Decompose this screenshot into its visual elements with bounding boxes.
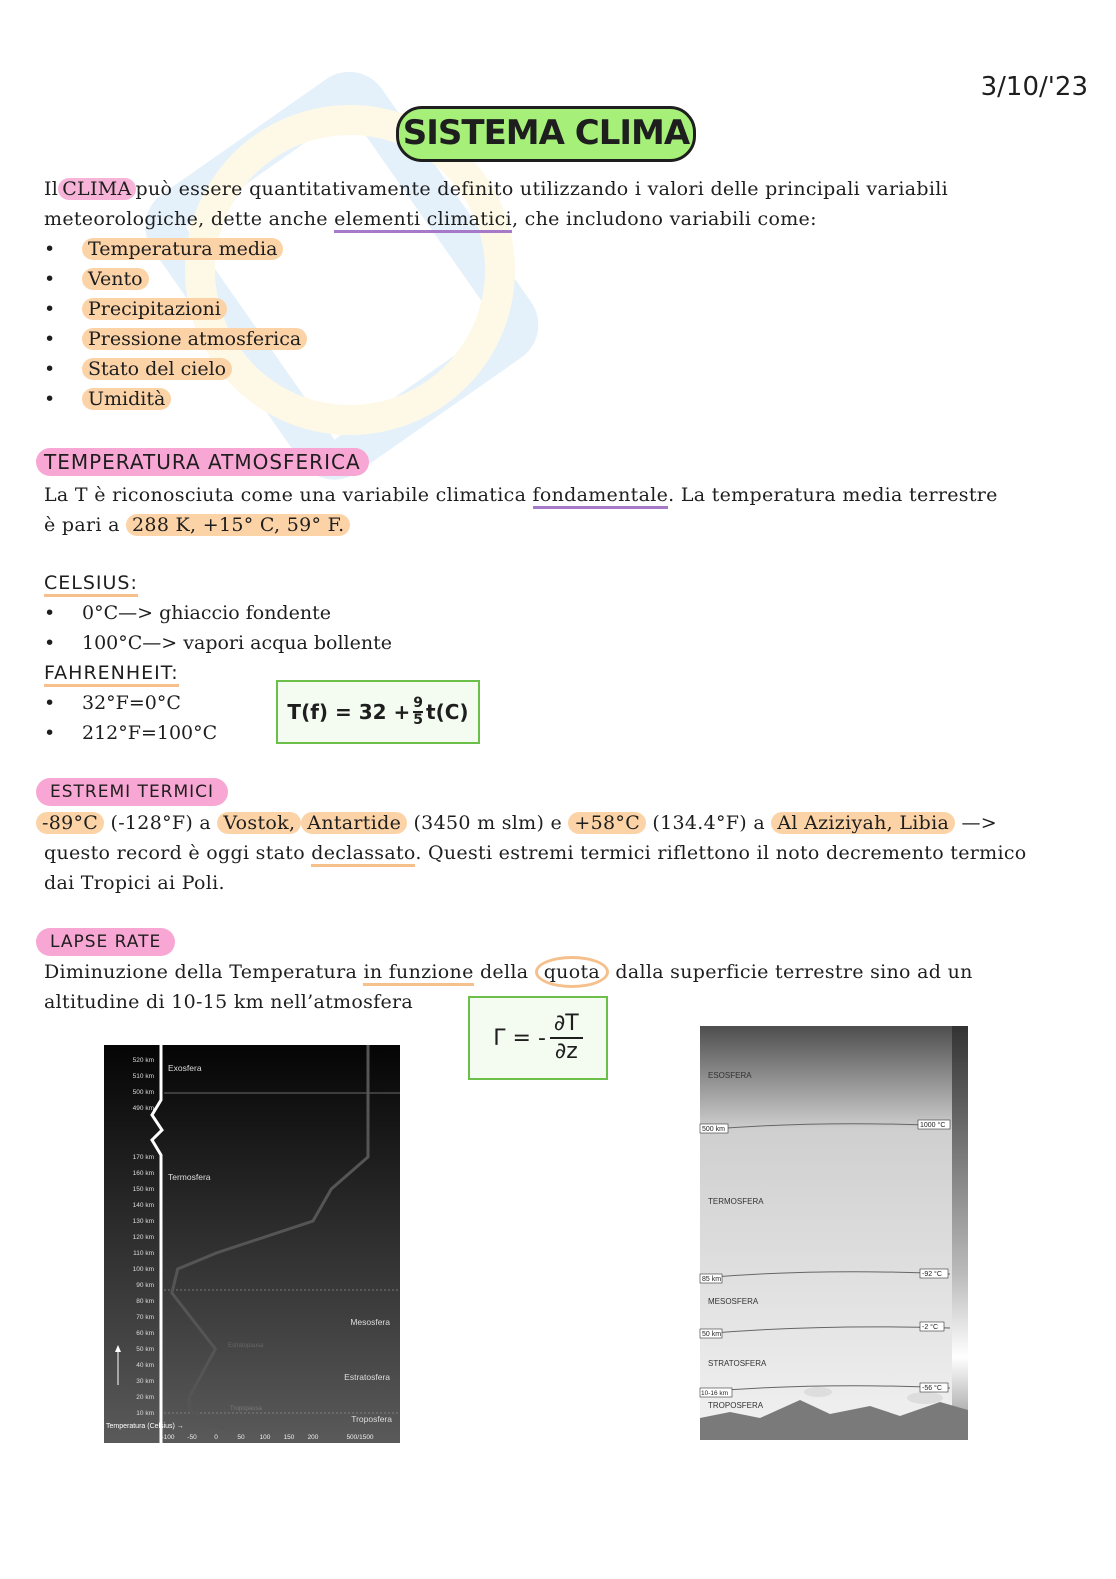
x-axis-label: Temperatura (Celsius) → xyxy=(106,1423,184,1430)
climate-elements-list xyxy=(44,234,307,414)
list-item: • 100°C—> vapori acqua bollente xyxy=(44,628,392,658)
section-heading-temperatura: TEMPERATURA ATMOSFERICA xyxy=(36,448,369,476)
temperatura-line-2: è pari a 288 K, +15° C, 59° F. xyxy=(44,510,350,540)
layer-label: Mesosfera xyxy=(350,1317,390,1327)
fahrenheit-heading: FAHRENHEIT: xyxy=(44,658,179,688)
y-tick-label: 90 km xyxy=(136,1282,154,1289)
list-item: • Vento xyxy=(44,264,307,294)
y-tick-label: 30 km xyxy=(136,1378,154,1385)
intro-line-2: meteorologiche, dette anche elementi climatici, che includono variabili come: xyxy=(44,204,1084,234)
date: 3/10/'23 xyxy=(980,72,1088,102)
y-tick-label: 490 km xyxy=(132,1105,154,1112)
elementi-climatici: elementi climatici xyxy=(334,208,512,233)
layer-label: TERMOSFERA xyxy=(708,1197,764,1206)
y-tick-label: 20 km xyxy=(136,1394,154,1401)
x-tick-label: 50 xyxy=(237,1434,245,1441)
layer-label: Exosfera xyxy=(168,1063,202,1073)
sublayer-label: Estratopausa xyxy=(228,1343,264,1349)
y-tick-label: 60 km xyxy=(136,1330,154,1337)
layer-label: STRATOSFERA xyxy=(708,1359,767,1368)
clima-highlight: CLIMA xyxy=(58,178,135,200)
temperature-label: 1000 °C xyxy=(920,1122,946,1129)
altitude-label: 10-16 km xyxy=(701,1390,729,1397)
y-tick-label: 510 km xyxy=(132,1073,154,1080)
layer-label: Estratosfera xyxy=(344,1372,390,1382)
y-tick-label: 500 km xyxy=(132,1089,154,1096)
layer-label: Termosfera xyxy=(168,1172,211,1182)
altitude-label: 50 km xyxy=(702,1331,722,1338)
layer-label: MESOSFERA xyxy=(708,1297,759,1306)
list-item: • Pressione atmosferica xyxy=(44,324,307,354)
axis-word: Altitudine xyxy=(87,1360,93,1385)
lapse-formula: Γ = - ∂T ∂z xyxy=(468,996,608,1080)
temperature-label: -2 °C xyxy=(922,1324,939,1331)
estremi-line-1: -89°C (-128°F) a Vostok, Antartide (3450 m slm) e +58°C (134.4°F) a Al Aziziyah, Libia —> xyxy=(36,808,1096,838)
temperatura-value: 288 K, +15° C, 59° F. xyxy=(126,514,350,536)
sublayer-label: Tropopausa xyxy=(230,1406,262,1412)
page-title: SISTEMA CLIMA xyxy=(396,106,696,162)
layer-label: Troposfera xyxy=(351,1414,392,1424)
y-tick-label: 520 km xyxy=(132,1057,154,1064)
y-tick-label: 120 km xyxy=(132,1234,154,1241)
lapse-line-1: Diminuzione della Temperatura in funzione della quota dalla superficie terrestre sino ad un xyxy=(44,957,1104,987)
list-item: • Umidità xyxy=(44,384,307,414)
x-tick-label: 0 xyxy=(214,1434,218,1441)
intro-line-1: Il CLIMA può essere quantitativamente definito utilizzando i valori delle principali variabili xyxy=(44,178,948,200)
x-tick-label: -50 xyxy=(187,1434,197,1441)
list-item: • Precipitazioni xyxy=(44,294,307,324)
x-tick-label: 500/1500 xyxy=(346,1434,374,1441)
temperature-label: -56 °C xyxy=(922,1385,942,1392)
y-tick-label: 100 km xyxy=(132,1266,154,1273)
y-tick-label: 50 km xyxy=(136,1346,154,1353)
temperature-label: -92 °C xyxy=(922,1271,942,1278)
y-tick-label: 150 km xyxy=(132,1186,154,1193)
layer-label: TROPOSFERA xyxy=(708,1401,764,1410)
y-tick-label: 70 km xyxy=(136,1314,154,1321)
altitude-label: 85 km xyxy=(702,1276,722,1283)
y-tick-label: 40 km xyxy=(136,1362,154,1369)
y-tick-label: 140 km xyxy=(132,1202,154,1209)
list-item: • 0°C—> ghiaccio fondente xyxy=(44,598,392,628)
celsius-list xyxy=(44,598,392,658)
altitude-label: 500 km xyxy=(702,1126,725,1133)
x-tick-label: -100 xyxy=(161,1434,175,1441)
temperatura-line-1: La T è riconosciuta come una variabile climatica fondamentale. La temperatura media terrestre xyxy=(44,480,1084,510)
atmosphere-layers-diagram xyxy=(700,1026,968,1440)
y-tick-label: 170 km xyxy=(132,1154,154,1161)
cloud-icon xyxy=(907,1392,943,1404)
layer-label: ESOSFERA xyxy=(708,1071,752,1080)
list-item: • 212°F=100°C xyxy=(44,718,217,748)
cloud-icon xyxy=(804,1387,832,1397)
y-tick-label: 10 km xyxy=(136,1410,154,1417)
diagram-background xyxy=(700,1026,968,1440)
section-heading-lapse: LAPSE RATE xyxy=(36,928,175,956)
y-tick-label: 110 km xyxy=(133,1250,154,1257)
celsius-heading: CELSIUS: xyxy=(44,568,138,598)
atmosphere-temperature-chart xyxy=(87,1045,400,1443)
x-tick-label: 100 xyxy=(259,1434,271,1441)
x-tick-label: 200 xyxy=(307,1434,319,1441)
temperature-scale-bar xyxy=(952,1026,968,1440)
section-heading-estremi: ESTREMI TERMICI xyxy=(36,778,228,806)
lapse-line-2: altitudine di 10-15 km nell’atmosfera xyxy=(44,991,414,1013)
estremi-line-3: dai Tropici ai Poli. xyxy=(44,872,225,894)
fahrenheit-list xyxy=(44,688,217,748)
x-tick-label: 150 xyxy=(283,1434,295,1441)
list-item: • Temperatura media xyxy=(44,234,307,264)
list-item: • 32°F=0°C xyxy=(44,688,217,718)
y-tick-label: 80 km xyxy=(136,1298,154,1305)
list-item: • Stato del cielo xyxy=(44,354,307,384)
y-tick-label: 160 km xyxy=(132,1170,154,1177)
y-tick-label: 130 km xyxy=(132,1218,154,1225)
fahrenheit-formula: T(f) = 32 + $\frac{9}{5}$ t(C) xyxy=(276,680,480,744)
estremi-line-2: questo record è oggi stato declassato. Questi estremi termici riflettono il noto decremento termico xyxy=(44,838,1104,868)
